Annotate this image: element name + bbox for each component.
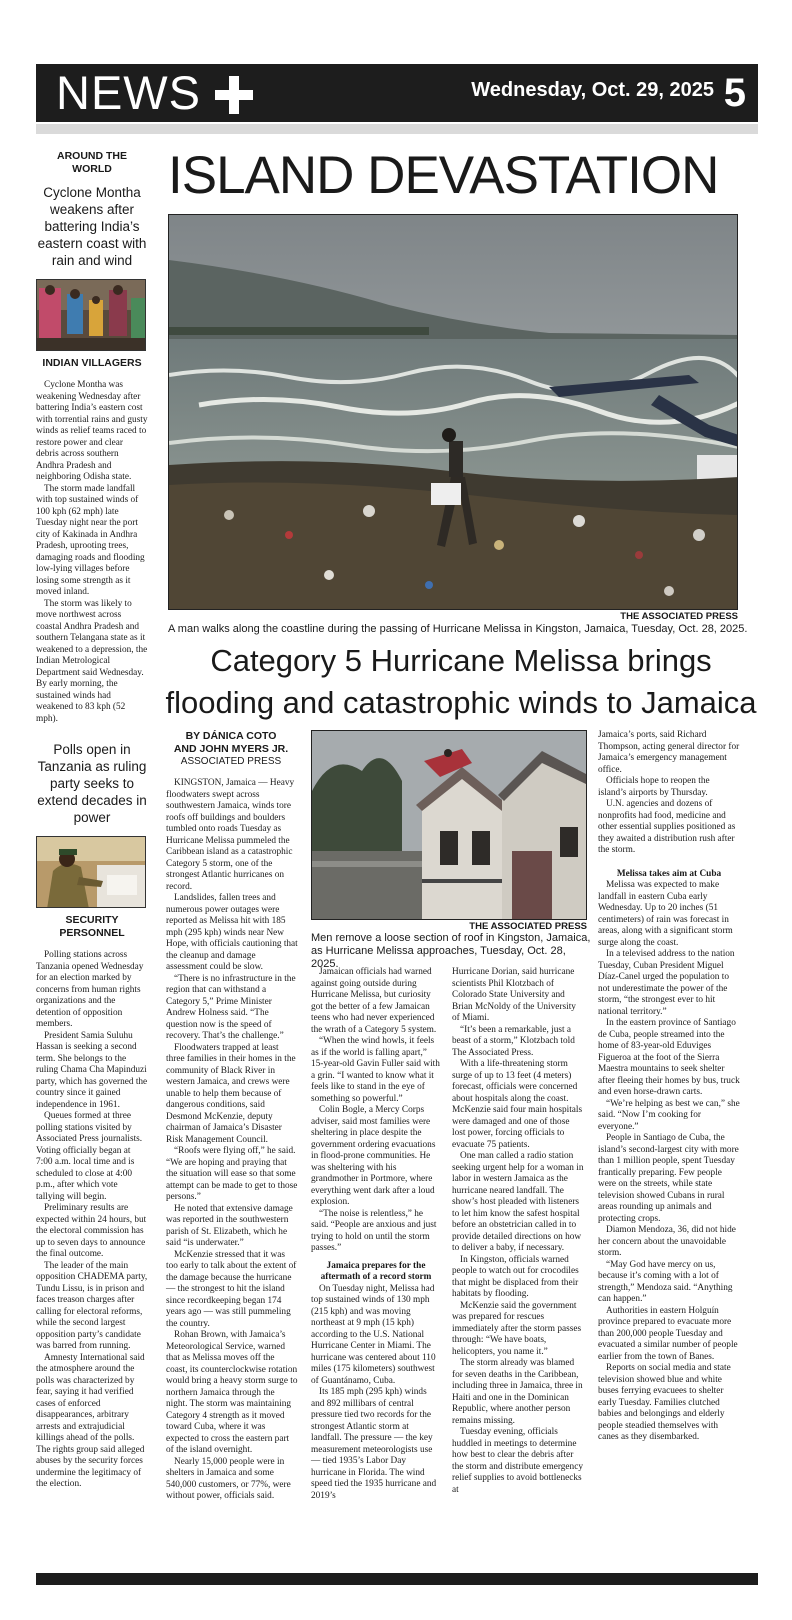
security-personnel-photo [36, 836, 146, 908]
around-the-world-sidebar [36, 150, 148, 1491]
paragraph: In a televised address to the nation Tuesday, Cuban President Miguel Díaz-Canel urged the population to not underestimate the power of the storm, “the strongest ever to hit national territory.” [598, 949, 735, 1017]
paragraph: The storm made landfall with top sustained winds of 100 kph (62 mph) late Tuesday night near the port city of Kakinada in Andhra Pradesh, uprooting trees, damaging roads and flooding low-lying villages before losing some strength as it moved inland. [36, 483, 145, 597]
divider-band [36, 124, 758, 134]
paragraph: “There is no infrastructure in the region that can withstand a Category 5,” Prime Minister Andrew Holness said. “The question now is the speed of recovery. That’s the challenge.” [166, 973, 296, 1041]
paragraph: Melissa was expected to make landfall in eastern Cuba early Wednesday. Up to 20 inches (51 centimeters) of rain was forecast in areas, along with a significant storm surge along the coast. [598, 880, 733, 948]
paragraph: Floodwaters trapped at least three families in their homes in the community of Black River in western Jamaica, and crews were unable to help them because of dangerous conditions, said Desmond McKenzie, deputy chairman of Jamaica’s Disaster Risk Management Council. [166, 1042, 296, 1145]
paragraph: Landslides, fallen trees and numerous power outages were reported as Melissa hit with 185 mph (295 kph) winds near New Hope, with officials cautioning that the cleanup and damage assessment could be slow. [166, 893, 298, 972]
paragraph: Tuesday evening, officials huddled in meetings to determine how best to clear the debris after the storm and distribute emergency relief supplies to avoid bottlenecks at [452, 1427, 583, 1495]
paragraph: McKenzie stressed that it was too early to talk about the extent of the damage because the hurricane — the strongest to hit the island since recordkeeping began 174 years ago — was still pummeling the country. [166, 1249, 297, 1329]
indian-villagers-photo [36, 279, 146, 351]
paragraph: U.N. agencies and dozens of nonprofits had food, medicine and other essential supplies positioned as they awaited a distribution rush after the storm. [598, 799, 736, 855]
paragraph: With a life-threatening storm surge of up to 13 feet (4 meters) forecast, officials were concerned about hospitals along the coast. McKenzie said four main hospitals were damaged and one of those lost power, forcing officials to evacuate 75 patients. [452, 1059, 583, 1150]
paragraph: Rohan Brown, with Jamaica’s Meteorological Service, warned that as Melissa moves off the coast, its counterclockwise rotation would bring a heavy storm surge to northern Jamaica through the night. The storm was maintaining Category 4 strength as it moved toward Cuba, where it was expected to cross the eastern part of the island overnight. [166, 1330, 298, 1455]
paragraph: “The noise is relentless,” he said. “People are anxious and just trying to hold on until the storm passes.” [311, 1208, 437, 1253]
article-column-1 [166, 778, 298, 1503]
byline-authors-line2: AND JOHN MYERS JR. [173, 743, 289, 755]
byline [166, 730, 296, 768]
paragraph: Officials hope to reopen the island’s airports by Thursday. [598, 776, 710, 798]
paragraph: Polling stations across Tanzania opened Wednesday for an election marked by concerns from human rights organizations and the detention of opposition members. [36, 950, 144, 1029]
article-column-3 [452, 967, 584, 1496]
sidebar-story2-dek: Polls open in Tanzania as ruling party seeks to extend decades in power [37, 742, 147, 825]
paragraph: Nearly 15,000 people were in shelters in Jamaica and some 540,000 customers, or 77%, were without power, officials said. [166, 1456, 291, 1501]
paragraph: Hurricane Dorian, said hurricane scientists Phil Klotzbach of Colorado State University and Brian McNoldy of the University of Miami. [452, 967, 576, 1023]
article-column-4 [598, 730, 740, 1444]
page-headline: ISLAND DEVASTATION [168, 146, 719, 205]
paragraph: Colin Bogle, a Mercy Corps adviser, said most families were sheltering in place despite the government ordering evacuations in flood-prone communities. He was sheltering with his grandmother in Portmore, where everything went dark after a loud explosion. [311, 1105, 436, 1207]
paragraph: People in Santiago de Cuba, the island’s second-largest city with more than 1 million people, spent Tuesday frantically preparing. Few people were on the streets, while state television showed Cubans in rural areas rounding up animals and protecting crops. [598, 1133, 739, 1224]
paragraph: On Tuesday night, Melissa had top sustained winds of 130 mph (215 kph) and was moving northeast at 9 mph (15 kph) according to the U.S. National Hurricane Center in Miami. The hurricane was centered about 110 miles (175 kilometers) southwest of Guantánamo, Cuba. [311, 1283, 436, 1386]
paragraph: “Roofs were flying off,” he said. “We are hoping and praying that the situation will ease so that some attempt can be made to get to those persons.” [166, 1146, 298, 1202]
paragraph: The storm already was blamed for seven deaths in the Caribbean, including three in Jamaica, three in Haiti and one in the Dominican Republic, where another person remains missing. [452, 1358, 583, 1426]
paragraph: One man called a radio station seeking urgent help for a woman in labor in western Jamaica as the hurricane neared landfall. The show’s host pleaded with listeners to let him know the safest hospital before an obstetrician called in to provide detailed directions on how to deliver a baby, if necessary. [452, 1151, 584, 1253]
page-number: 5 [723, 71, 746, 115]
paragraph: Authorities in eastern Holguín province prepared to evacuate more than 200,000 people Tuesday and evacuated a similar number of people earlier from the town of Banes. [598, 1305, 738, 1362]
sidebar-story1-body [36, 380, 148, 725]
section-name: NEWS [56, 66, 201, 119]
roof-repair-photo [311, 730, 587, 920]
paragraph: Diamon Mendoza, 36, did not hide her concern about the unavoidable storm. [598, 1225, 736, 1258]
paragraph: Jamaica’s ports, said Richard Thompson, acting general director for Jamaica’s emergency management office. [598, 730, 740, 775]
secondary-photo-caption: Men remove a loose section of roof in Kingston, Jamaica, as Hurricane Melissa approaches, Tuesday, Oct. 28, 2025. [311, 932, 591, 970]
footer-bar [36, 1573, 758, 1585]
main-photo-credit: THE ASSOCIATED PRESS [620, 611, 738, 622]
paragraph: The storm was likely to move northwest across coastal Andhra Pradesh and southern Telangana state as it weakened to a depression, the Indian Metrological Department said Wednesday. By early morning, the sustained winds had weakened to 83 kph (52 mph). [36, 598, 148, 724]
section-subhead: Jamaica prepares for the aftermath of a record storm [320, 1260, 432, 1282]
paragraph: Cyclone Montha was weakening Wednesday after battering India’s eastern cost with torrential rains and gusty winds as relief teams raced to restore power and clear debris across southern Andhra Pradesh and neighboring Odisha state. [36, 380, 148, 482]
main-photo-caption: A man walks along the coastline during the passing of Hurricane Melissa in Kingston, Jamaica, Tuesday, Oct. 28, 2025. [168, 623, 748, 635]
issue-date: Wednesday, Oct. 29, 2025 [471, 79, 714, 101]
paragraph: “When the wind howls, it feels as if the world is falling apart,” 15-year-old Gavin Fuller said with a grin. “I wanted to know what it feels like to stand in the eye of something so powerful.” [311, 1036, 440, 1104]
article-column-2 [311, 967, 441, 1502]
paragraph: Its 185 mph (295 kph) winds and 892 millibars of central pressure tied two records for the strongest Atlantic storm at landfall. The pressure — the key measurement meteorologists use — tied 1935’s Labor Day hurricane in Florida. The wind speed tied the 1935 hurricane and 2019’s [311, 1387, 437, 1501]
paragraph: The leader of the main opposition CHADEMA party, Tundu Lissu, is in prison and faces treason charges after calling for electoral reforms, while the second largest opposition party’s candidate was barred from running. [36, 1260, 148, 1351]
sidebar-story2-body [36, 950, 148, 1491]
section-subhead: Melissa takes aim at Cuba [616, 868, 722, 879]
paragraph: Queues formed at three polling stations visited by Associated Press journalists. Voting officially began at 7:00 a.m. local time and is scheduled to close at 4:00 p.m., after which vote tallying will begin. [36, 1111, 143, 1202]
sidebar-section-label: AROUND THE WORLD [57, 150, 127, 175]
story-headline-line1: Category 5 Hurricane Melissa brings [210, 643, 712, 678]
indian-villagers-label: INDIAN VILLAGERS [42, 357, 142, 369]
byline-authors-line1: BY DÁNICA COTO [185, 730, 277, 742]
coastline-photo [168, 214, 738, 610]
paragraph: “It’s been a remarkable, just a beast of a storm,” Klotzbach told The Associated Press. [452, 1024, 575, 1058]
paragraph: KINGSTON, Jamaica — Heavy floodwaters swept across southwestern Jamaica, winds tore roofs off buildings and boulders tumbled onto roads Tuesday as Hurricane Melissa pummeled the Caribbean island as a catastrophic Category 5 storm, one of the strongest Atlantic hurricanes on record. [166, 778, 295, 892]
paragraph: President Samia Suluhu Hassan is seeking a second term. She belongs to the ruling Chama Cha Mapinduzi party, which has governed the country since it gained independence in 1961. [36, 1030, 148, 1110]
paragraph: Preliminary results are expected within 24 hours, but the electoral commission has up to seven days to announce the final outcome. [36, 1203, 147, 1259]
paragraph: In the eastern province of Santiago de Cuba, people streamed into the home of 83-year-old Eduviges Figueroa at the foot of the Sierra Maestra mountains to seek shelter after fleeing their homes by bus, truck and even horse-drawn carts. [598, 1018, 740, 1097]
masthead-title [56, 66, 253, 120]
sidebar-story1-dek: Cyclone Montha weakens after battering India’s eastern coast with rain and wind [37, 185, 147, 268]
paragraph: “May God have mercy on us, because it’s coming with a lot of strength,” Mendoza said. “Anything can happen.” [598, 1259, 733, 1304]
paragraph: Reports on social media and state television showed blue and white buses ferrying evacuees to shelter early Tuesday. Families clutched babies and belongings and elderly people steadied themselves with canes as they disembarked. [598, 1363, 731, 1442]
byline-organization: ASSOCIATED PRESS [180, 756, 282, 767]
plus-icon [215, 76, 253, 114]
paragraph: McKenzie said the government was prepared for rescues immediately after the storm passes through: “We have boats, helicopters, you name it.” [452, 1300, 582, 1357]
paragraph: “We’re helping as best we can,” she said. “Now I’m cooking for everyone.” [598, 1098, 740, 1132]
paragraph: Amnesty International said the atmosphere around the polls was characterized by fear, saying it had verified cases of enforced disappearances, arbitrary arrests and extrajudicial killings ahead of the polls. The rights group said alleged abuses by the security forces undermine the legitimacy of the election. [36, 1352, 145, 1489]
paragraph: In Kingston, officials warned people to watch out for crocodiles that might be displaced from their habitats by flooding. [452, 1254, 579, 1299]
security-personnel-label: SECURITY PERSONNEL [59, 914, 125, 939]
masthead [36, 64, 758, 122]
secondary-photo-credit: THE ASSOCIATED PRESS [469, 921, 587, 932]
paragraph: Jamaican officials had warned against going outside during Hurricane Melissa, but curiosity got the better of a few Jamaican teens who had never experienced the wrath of a Category 5 system. [311, 967, 437, 1035]
story-headline [164, 640, 758, 724]
story-headline-line2: flooding and catastrophic winds to Jamaica [165, 685, 757, 720]
paragraph: He noted that extensive damage was reported in the southwestern parish of St. Elizabeth, which he said “is underwater.” [166, 1203, 293, 1248]
